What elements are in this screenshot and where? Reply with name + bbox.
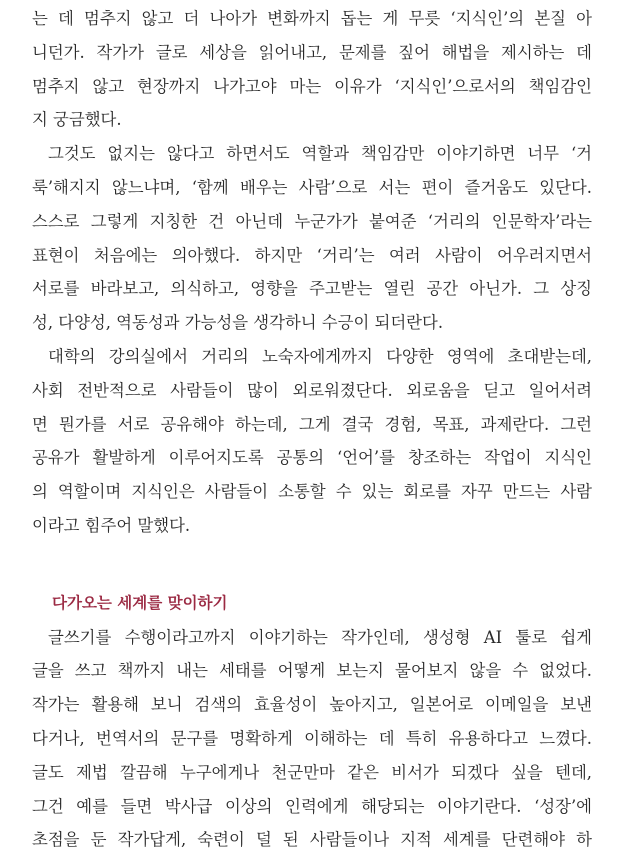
text-line: 의 역할이며 지식인은 사람들이 소통할 수 있는 회로를 자꾸 만드는 사람 xyxy=(32,482,592,502)
text-line: 대학의 강의실에서 거리의 노숙자에게까지 다양한 영역에 초대받는데, xyxy=(48,346,592,366)
text-line: 공유가 활발하게 이루어지도록 공통의 ‘언어’를 창조하는 작업이 지식인 xyxy=(32,448,592,468)
text-line: 는 데 멈추지 않고 더 나아가 변화까지 돕는 게 무릇 ‘지식인’의 본질 아 xyxy=(32,9,592,28)
text-line: 작가는 활용해 보니 검색의 효율성이 높아지고, 일본어로 이메일을 보낸 xyxy=(32,695,592,715)
text-line: 그건 예를 들면 박사급 이상의 인력에게 해당되는 이야기란다. ‘성장’에 xyxy=(32,796,592,816)
text-line: 사회 전반적으로 사람들이 많이 외로워졌단다. 외로움을 딛고 일어서려 xyxy=(32,380,592,400)
text-line: 스스로 그렇게 지칭한 건 아닌데 누군가가 붙여준 ‘거리의 인문학자’라는 xyxy=(32,211,592,231)
text-line: 표현이 처음에는 의아했다. 하지만 ‘거리’는 여러 사람이 어우러지면서 xyxy=(32,245,592,265)
text-line: 다거나, 번역서의 문구를 명확하게 이해하는 데 특히 유용하다고 느꼈다. xyxy=(32,728,592,748)
text-line: 지 궁금했다. xyxy=(32,110,122,130)
article-page xyxy=(32,0,592,857)
text-line: 글을 쓰고 책까지 내는 세태를 어떻게 보는지 물어보지 않을 수 없었다. xyxy=(32,661,592,681)
text-line: 멈추지 않고 현장까지 나가고야 마는 이유가 ‘지식인’으로서의 책임감인 xyxy=(32,76,592,96)
text-line: 이라고 힘주어 말했다. xyxy=(32,515,191,535)
text-line: 성, 다양성, 역동성과 가능성을 생각하니 수긍이 되더란다. xyxy=(32,313,444,333)
section-heading: 다가오는 세계를 맞이하기 xyxy=(52,593,228,612)
paragraph xyxy=(32,137,592,340)
text-line: 면 뭔가를 서로 공유해야 하는데, 그게 결국 경험, 목표, 과제란다. 그런 xyxy=(32,414,592,434)
text-line: 니던가. 작가가 글로 세상을 읽어내고, 문제를 짚어 해법을 제시하는 데 xyxy=(32,42,592,62)
paragraph xyxy=(32,340,592,543)
paragraph xyxy=(32,621,592,858)
paragraph xyxy=(32,2,592,137)
text-line: 글도 제법 깔끔해 누구에게나 천군만마 같은 비서가 되겠다 싶을 텐데, xyxy=(32,762,592,782)
section-spacer xyxy=(32,543,592,587)
text-line: 서로를 바라보고, 의식하고, 영향을 주고받는 열린 공간 아닌가. 그 상징 xyxy=(32,279,592,299)
text-line: 룩’해지지 않느냐며, ‘함께 배우는 사람’으로 서는 편이 즐거움도 있단다. xyxy=(32,177,592,197)
text-line: 초점을 둔 작가답게, 숙련이 덜 된 사람들이나 지적 세계를 단련해야 하 xyxy=(32,830,592,850)
text-line: 그것도 없지는 않다고 하면서도 역할과 책임감만 이야기하면 너무 ‘거 xyxy=(48,144,592,164)
text-line: 글쓰기를 수행이라고까지 이야기하는 작가인데, 생성형 AI 툴로 쉽게 xyxy=(48,627,592,647)
